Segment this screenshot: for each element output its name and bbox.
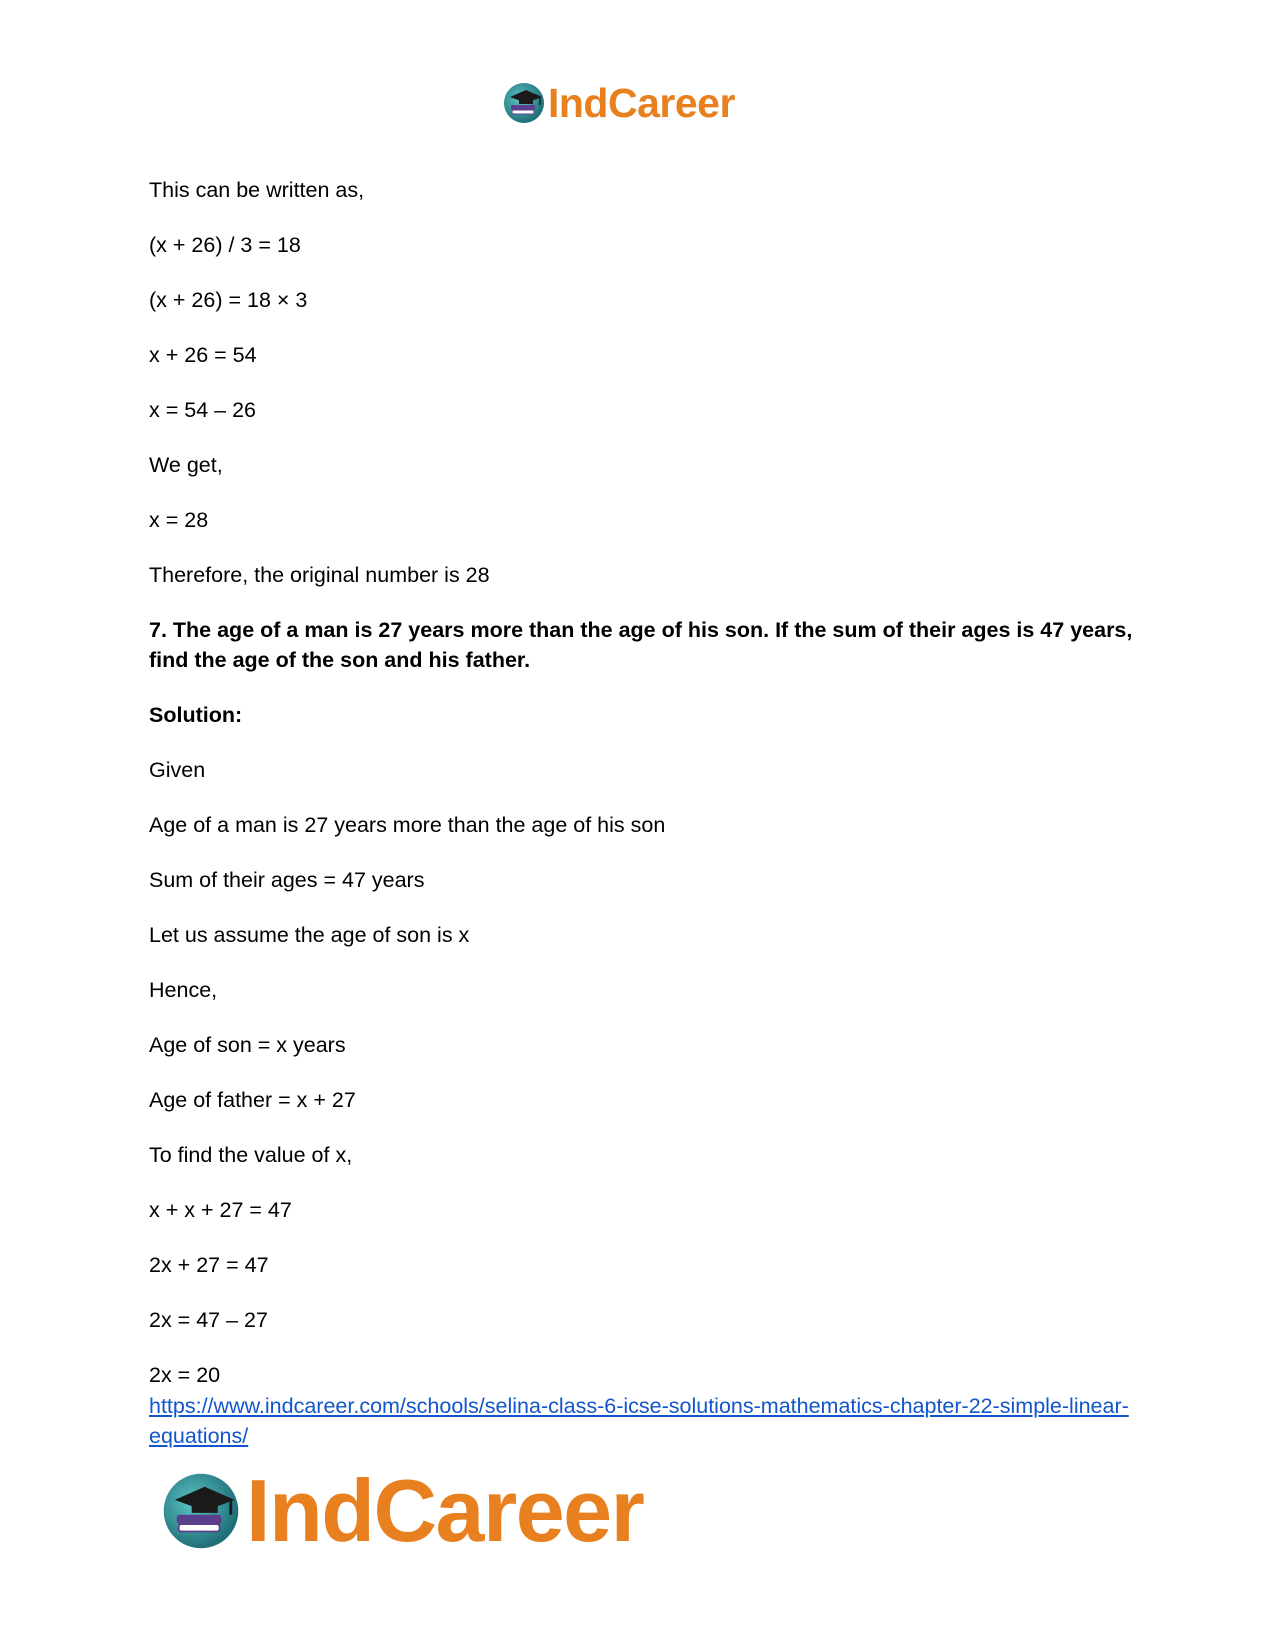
solution-step: Age of a man is 27 years more than the age of his son (149, 813, 666, 837)
text-line: This can be written as, (149, 178, 365, 202)
solution-label: Solution: (149, 703, 243, 727)
solution-step: Hence, (149, 978, 218, 1002)
solution-step: Age of father = x + 27 (149, 1088, 356, 1112)
footer-logo-text: IndCareer (246, 1461, 644, 1560)
solution-step: To find the value of x, (149, 1143, 353, 1167)
solution-step: 2x = 47 – 27 (149, 1308, 268, 1332)
footer-logo (160, 1461, 644, 1560)
text-line: Therefore, the original number is 28 (149, 563, 490, 587)
solution-step: Sum of their ages = 47 years (149, 868, 425, 892)
text-line: x + 26 = 54 (149, 343, 257, 367)
header-logo-text: IndCareer (548, 79, 735, 126)
solution-step: 2x + 27 = 47 (149, 1253, 269, 1277)
text-line: x = 28 (149, 508, 209, 532)
solution-step: Given (149, 758, 206, 782)
text-line: (x + 26) / 3 = 18 (149, 233, 301, 257)
question-text: 7. The age of a man is 27 years more than the age of his son. If the sum of their ages is 47 years, find the age of the son and his father. (149, 618, 1133, 672)
header-logo (502, 80, 735, 126)
text-line: We get, (149, 453, 223, 477)
graduation-cap-books-icon (160, 1470, 242, 1552)
solution-step: 2x = 20 (149, 1363, 221, 1387)
graduation-cap-books-icon (502, 81, 546, 125)
text-line: (x + 26) = 18 × 3 (149, 288, 308, 312)
text-line: x = 54 – 26 (149, 398, 256, 422)
solution-step: Age of son = x years (149, 1033, 346, 1057)
solution-step: x + x + 27 = 47 (149, 1198, 292, 1222)
solution-step: Let us assume the age of son is x (149, 923, 470, 947)
document-body (149, 175, 1134, 1390)
source-url-link[interactable]: https://www.indcareer.com/schools/selina-class-6-icse-solutions-mathematics-chapter-22-simple-linear-equations/ (149, 1394, 1129, 1448)
